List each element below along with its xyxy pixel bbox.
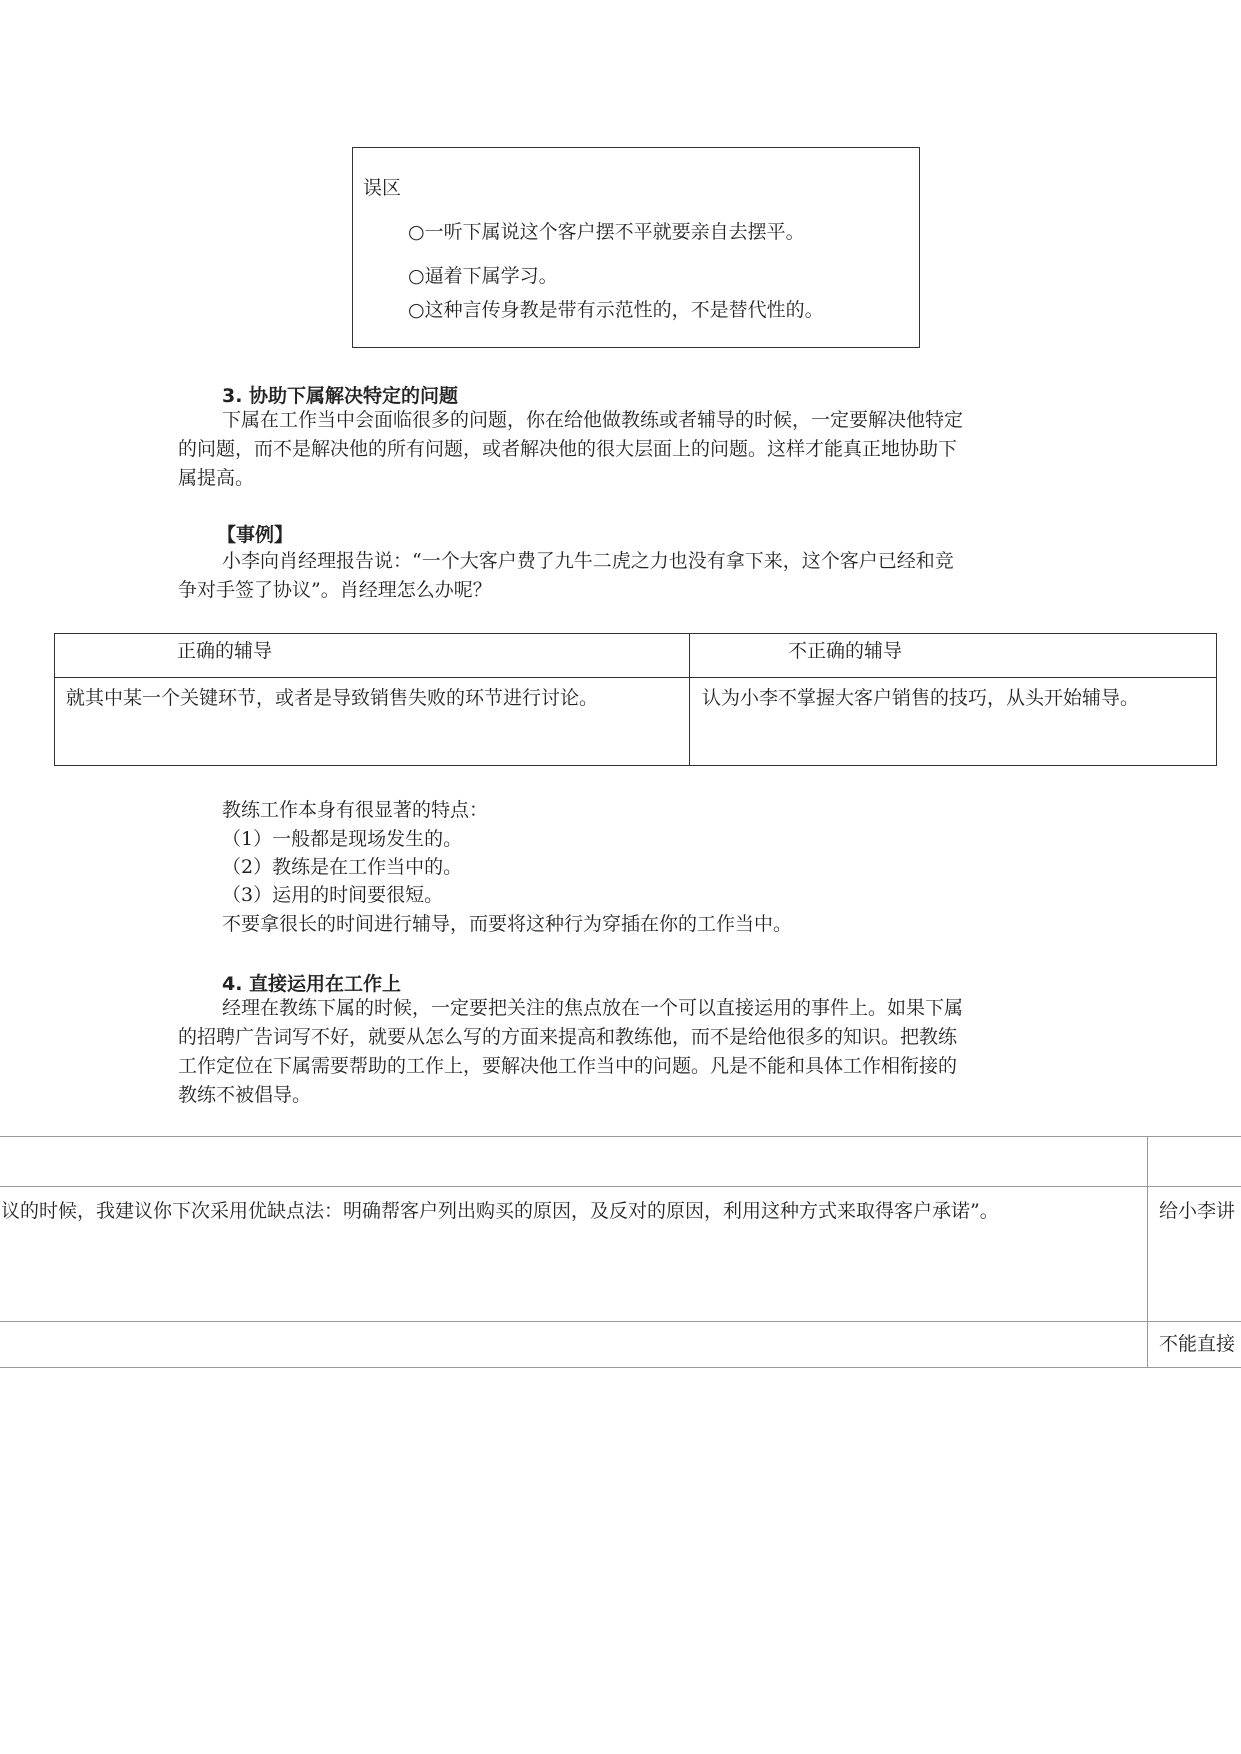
- wide-table-cell: [0, 1137, 1148, 1187]
- mistake-item: ○这种言传身教是带有示范性的，不是替代性的。: [408, 299, 824, 321]
- section-4-heading: 4. 直接运用在工作上: [222, 973, 402, 995]
- header-correct: 正确的辅导: [55, 634, 690, 678]
- section-3-para-line: 属提高。: [178, 467, 255, 489]
- features-intro: 教练工作本身有很显著的特点：: [222, 799, 489, 821]
- section-3-para-line: 的问题，而不是解决他的所有问题，或者解决他的很大层面上的问题。这样才能真正地协助下: [178, 438, 958, 460]
- example-label: 【事例】: [217, 524, 294, 546]
- wide-table-cell: [0, 1322, 1148, 1368]
- wide-table-cell: 议的时候，我建议你下次采用优缺点法：明确帮客户列出购买的原因，及反对的原因，利用这种方式来取得客户承诺”。: [0, 1187, 1148, 1322]
- section-3-para-line: 下属在工作当中会面临很多的问题，你在给他做教练或者辅导的时候，一定要解决他特定: [222, 409, 964, 431]
- example-line: 小李向肖经理报告说：“一个大客户费了九牛二虎之力也没有拿下来，这个客户已经和竞: [222, 550, 954, 572]
- header-incorrect: 不正确的辅导: [690, 634, 1217, 678]
- features-conclusion: 不要拿很长的时间进行辅导，而要将这种行为穿插在你的工作当中。: [222, 913, 793, 935]
- wide-table-clip: [0, 1136, 1241, 1368]
- mistakes-title: 误区: [363, 177, 402, 199]
- mistake-item: ○一听下属说这个客户摆不平就要亲自去摆平。: [408, 221, 805, 243]
- section-4-para-line: 教练不被倡导。: [178, 1084, 312, 1106]
- mistakes-box: [352, 147, 920, 348]
- section-4-para-line: 的招聘广告词写不好，就要从怎么写的方面来提高和教练他，而不是给他很多的知识。把教练: [178, 1026, 958, 1048]
- wide-table-cell: [1148, 1137, 1241, 1187]
- wide-table: [0, 1136, 1241, 1368]
- mistake-item: ○逼着下属学习。: [408, 265, 558, 287]
- cell-correct: 就其中某一个关键环节，或者是导致销售失败的环节进行讨论。: [55, 678, 690, 766]
- section-3-heading: 3. 协助下属解决特定的问题: [222, 385, 459, 407]
- coaching-table: [54, 633, 1217, 766]
- feature-item: （1）一般都是现场发生的。: [222, 828, 463, 850]
- cell-incorrect: 认为小李不掌握大客户销售的技巧，从头开始辅导。: [690, 678, 1217, 766]
- example-line: 争对手签了协议”。肖经理怎么办呢？: [178, 579, 492, 601]
- section-4-para-line: 工作定位在下属需要帮助的工作上，要解决他工作当中的问题。凡是不能和具体工作相衔接的: [178, 1055, 958, 1077]
- feature-item: （2）教练是在工作当中的。: [222, 856, 463, 878]
- section-4-para-line: 经理在教练下属的时候，一定要把关注的焦点放在一个可以直接运用的事件上。如果下属: [222, 997, 964, 1019]
- wide-table-cell: 不能直接: [1148, 1322, 1241, 1368]
- wide-table-cell: 给小李讲: [1148, 1187, 1241, 1322]
- feature-item: （3）运用的时间要很短。: [222, 884, 444, 906]
